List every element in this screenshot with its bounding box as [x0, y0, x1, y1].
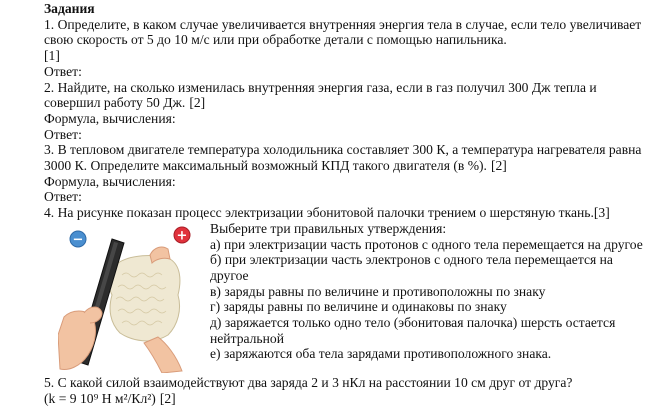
worksheet-heading: Задания — [44, 1, 95, 16]
task-3-formula-label: Формула, вычисления: — [44, 173, 176, 189]
task-4-options — [210, 221, 650, 362]
option-e: д) заряжается только одно тело (эбонитовая палочка) шерсть остается нейтральной — [210, 315, 616, 346]
task-1-text: 1. Определите, в каком случае увеличивается внутренняя энергия тела в случае, если тело увеличивает свою скорость от 5 до 10 м/с или при обработке детали с помощью напильника. — [44, 16, 642, 48]
task-2-text: 2. Найдите, на сколько изменилась внутренняя энергия газа, если в газ получил 300 Дж тепла и совершил работу 50 Дж. — [44, 79, 597, 111]
positive-charge-sign: + — [176, 228, 188, 244]
task-2-question — [44, 80, 654, 111]
task-5-question: 5. С какой силой взаимодействуют два заряда 2 и 3 нКл на расстоянии 10 см друг от друга? — [44, 374, 573, 390]
electrification-illustration — [58, 225, 198, 373]
task-3-text: 3. В тепловом двигателе температура холодильника составляет 300 К, а температура нагревателя равна 3000 К. Определите максимальный возможный КПД такого двигателя (в %). — [44, 142, 642, 174]
task-1-question — [44, 17, 654, 48]
task-3-answer-label: Ответ: — [44, 189, 82, 205]
task-3-mark: [2] — [490, 158, 507, 174]
task-5-mark: [2] — [159, 390, 176, 406]
negative-charge-sign: − — [72, 232, 84, 248]
right-hand — [144, 337, 182, 373]
task-1-answer-label: Ответ: — [44, 63, 82, 79]
option-b: б) при электризации часть электронов с одного тела перемещается на другое — [210, 252, 613, 283]
task-4-question — [44, 205, 654, 221]
worksheet — [44, 0, 654, 406]
task-2-mark: [2] — [189, 95, 206, 111]
task-3-question — [44, 142, 654, 173]
wool-cloth — [109, 255, 180, 340]
task-5-constant — [44, 391, 654, 407]
task-4-text: 4. На рисунке показан процесс электризации эбонитовой палочки трением о шерстяную ткань. — [44, 205, 594, 221]
task-1-mark: [1] — [44, 48, 60, 64]
task-4-instruction: Выберите три правильных утверждения: — [210, 220, 447, 236]
option-c: в) заряды равны по величине и противоположны по знаку — [210, 283, 546, 299]
option-d: г) заряды равны по величине и одинаковы по знаку — [210, 299, 507, 315]
task-2-formula-label: Формула, вычисления: — [44, 110, 176, 126]
option-a: а) при электризации часть протонов с одного тела перемещается на другое — [210, 236, 643, 252]
option-f: е) заряжаются оба тела зарядами противоположного знака. — [210, 346, 552, 362]
task-4-mark: [3] — [593, 205, 610, 221]
task-4-figure-row — [44, 221, 654, 375]
task-2-answer-label: Ответ: — [44, 126, 82, 142]
task-5-formula: (k = 9 10⁹ Н м²/Кл²) — [44, 390, 156, 406]
